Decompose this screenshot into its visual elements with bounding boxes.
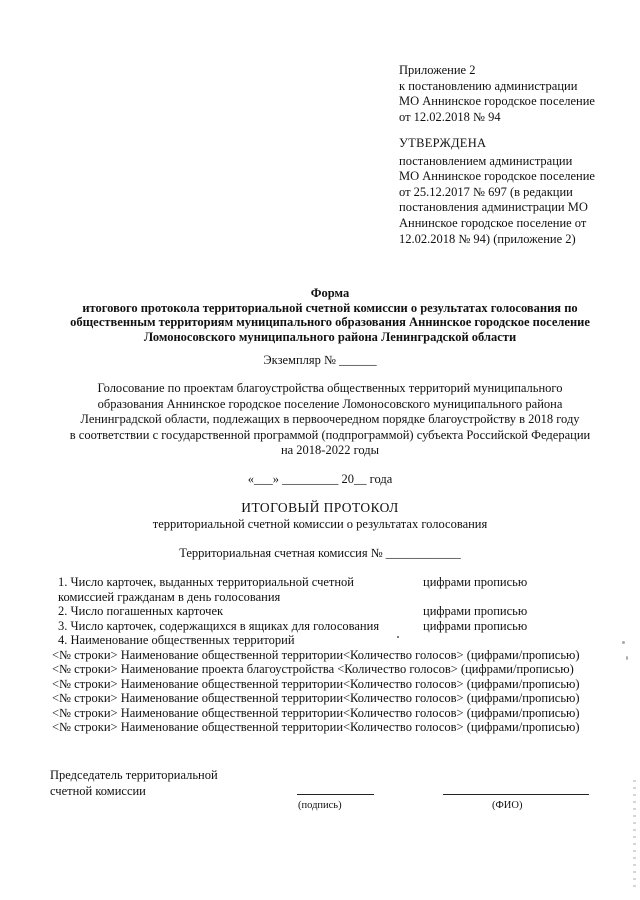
name-line [443,794,589,795]
item-value-hint: цифрами прописью [423,604,528,618]
approved-line: от 25.12.2017 № 697 (в редакции [399,184,573,199]
list-item [58,590,618,605]
annex-line: от 12.02.2018 № 94 [399,109,501,124]
annex-block [399,63,595,125]
voting-line: в соответствии с государственной программой (подпрограммой) субъекта Российской Федерации [69,427,591,442]
form-title-line: итогового протокола территориальной счетной комиссии о результатах голосования по [82,300,578,315]
item-label: комиссией гражданам в день голосования [58,589,281,604]
approved-line: постановления администрации МО [399,200,588,215]
scan-speck [397,636,399,638]
approved-line: постановлением администрации [399,153,573,168]
voting-line: Голосование по проектам благоустройства общественных территорий муниципального [97,381,563,395]
scan-speck [622,641,625,644]
chairman-label [50,768,218,799]
signature-caption: (подпись) [298,800,342,811]
protocol-title: ИТОГОВЫЙ ПРОТОКОЛ [241,500,399,515]
voting-line: Ленинградской области, подлежащих в первоочередном порядке благоустройству в 2018 году [80,412,580,426]
form-title-line: Ломоносовского муниципального района Ленинградской области [143,329,517,344]
approved-line: Аннинское городское поселение от [399,215,587,230]
voting-line: образования Аннинское городское поселение Ломоносовского муниципального района [97,396,563,411]
name-caption: (ФИО) [492,800,523,811]
list-item [58,619,618,634]
commission-line: Территориальная счетная комиссия № ____________ [179,546,461,560]
form-title [40,286,620,344]
approved-title: УТВЕРЖДЕНА [399,136,487,150]
scan-speck [626,656,628,660]
territory-row: <№ строки> Наименование общественной территории<Количество голосов> (цифрами/прописью) [52,647,580,662]
item-value-hint: цифрами прописью [423,575,528,589]
annex-line: к постановлению администрации [399,78,578,93]
chairman-line: счетной комиссии [50,783,146,798]
chairman-line: Председатель территориальной [50,768,218,782]
item-label: 3. Число карточек, содержащихся в ящиках для голосования [58,618,380,633]
scan-edge-artifact [633,780,636,890]
item-label: 2. Число погашенных карточек [58,604,224,618]
annex-line: Приложение 2 [399,63,476,77]
list-item [58,575,618,590]
item-value-hint: цифрами прописью [423,618,528,633]
approved-line: МО Аннинское городское поселение [399,169,595,184]
territory-row: <№ строки> Наименование общественной территории<Количество голосов> (цифрами/прописью) [52,691,580,705]
protocol-subtitle: территориальной счетной комиссии о результатах голосования [152,517,488,531]
approved-line: 12.02.2018 № 94) (приложение 2) [399,231,576,246]
annex-line: МО Аннинское городское поселение [399,94,595,108]
approved-block [399,136,595,247]
territory-row: <№ строки> Наименование общественной территории<Количество голосов> (цифрами/прописью) [52,705,580,720]
date-line: «___» _________ 20__ года [247,472,393,486]
protocol-items [52,575,618,735]
signature-line [297,794,374,795]
form-title-line: Форма [310,286,350,300]
voting-line: на 2018-2022 годы [280,443,380,457]
voting-description [40,381,620,459]
item-label: 1. Число карточек, выданных территориальной счетной [58,575,354,589]
list-item [58,604,618,619]
copy-number-line: Экземпляр № ______ [263,353,377,367]
item-label: 4. Наименование общественных территорий [58,633,295,647]
list-item [58,633,618,648]
territory-row: <№ строки> Наименование проекта благоустройства <Количество голосов> (цифрами/прописью) [52,662,574,676]
territory-row: <№ строки> Наименование общественной территории<Количество голосов> (цифрами/прописью) [52,676,580,691]
territory-row: <№ строки> Наименование общественной территории<Количество голосов> (цифрами/прописью) [52,720,580,734]
form-title-line: общественным территориям муниципального образования Аннинское городское поселение [70,315,590,329]
